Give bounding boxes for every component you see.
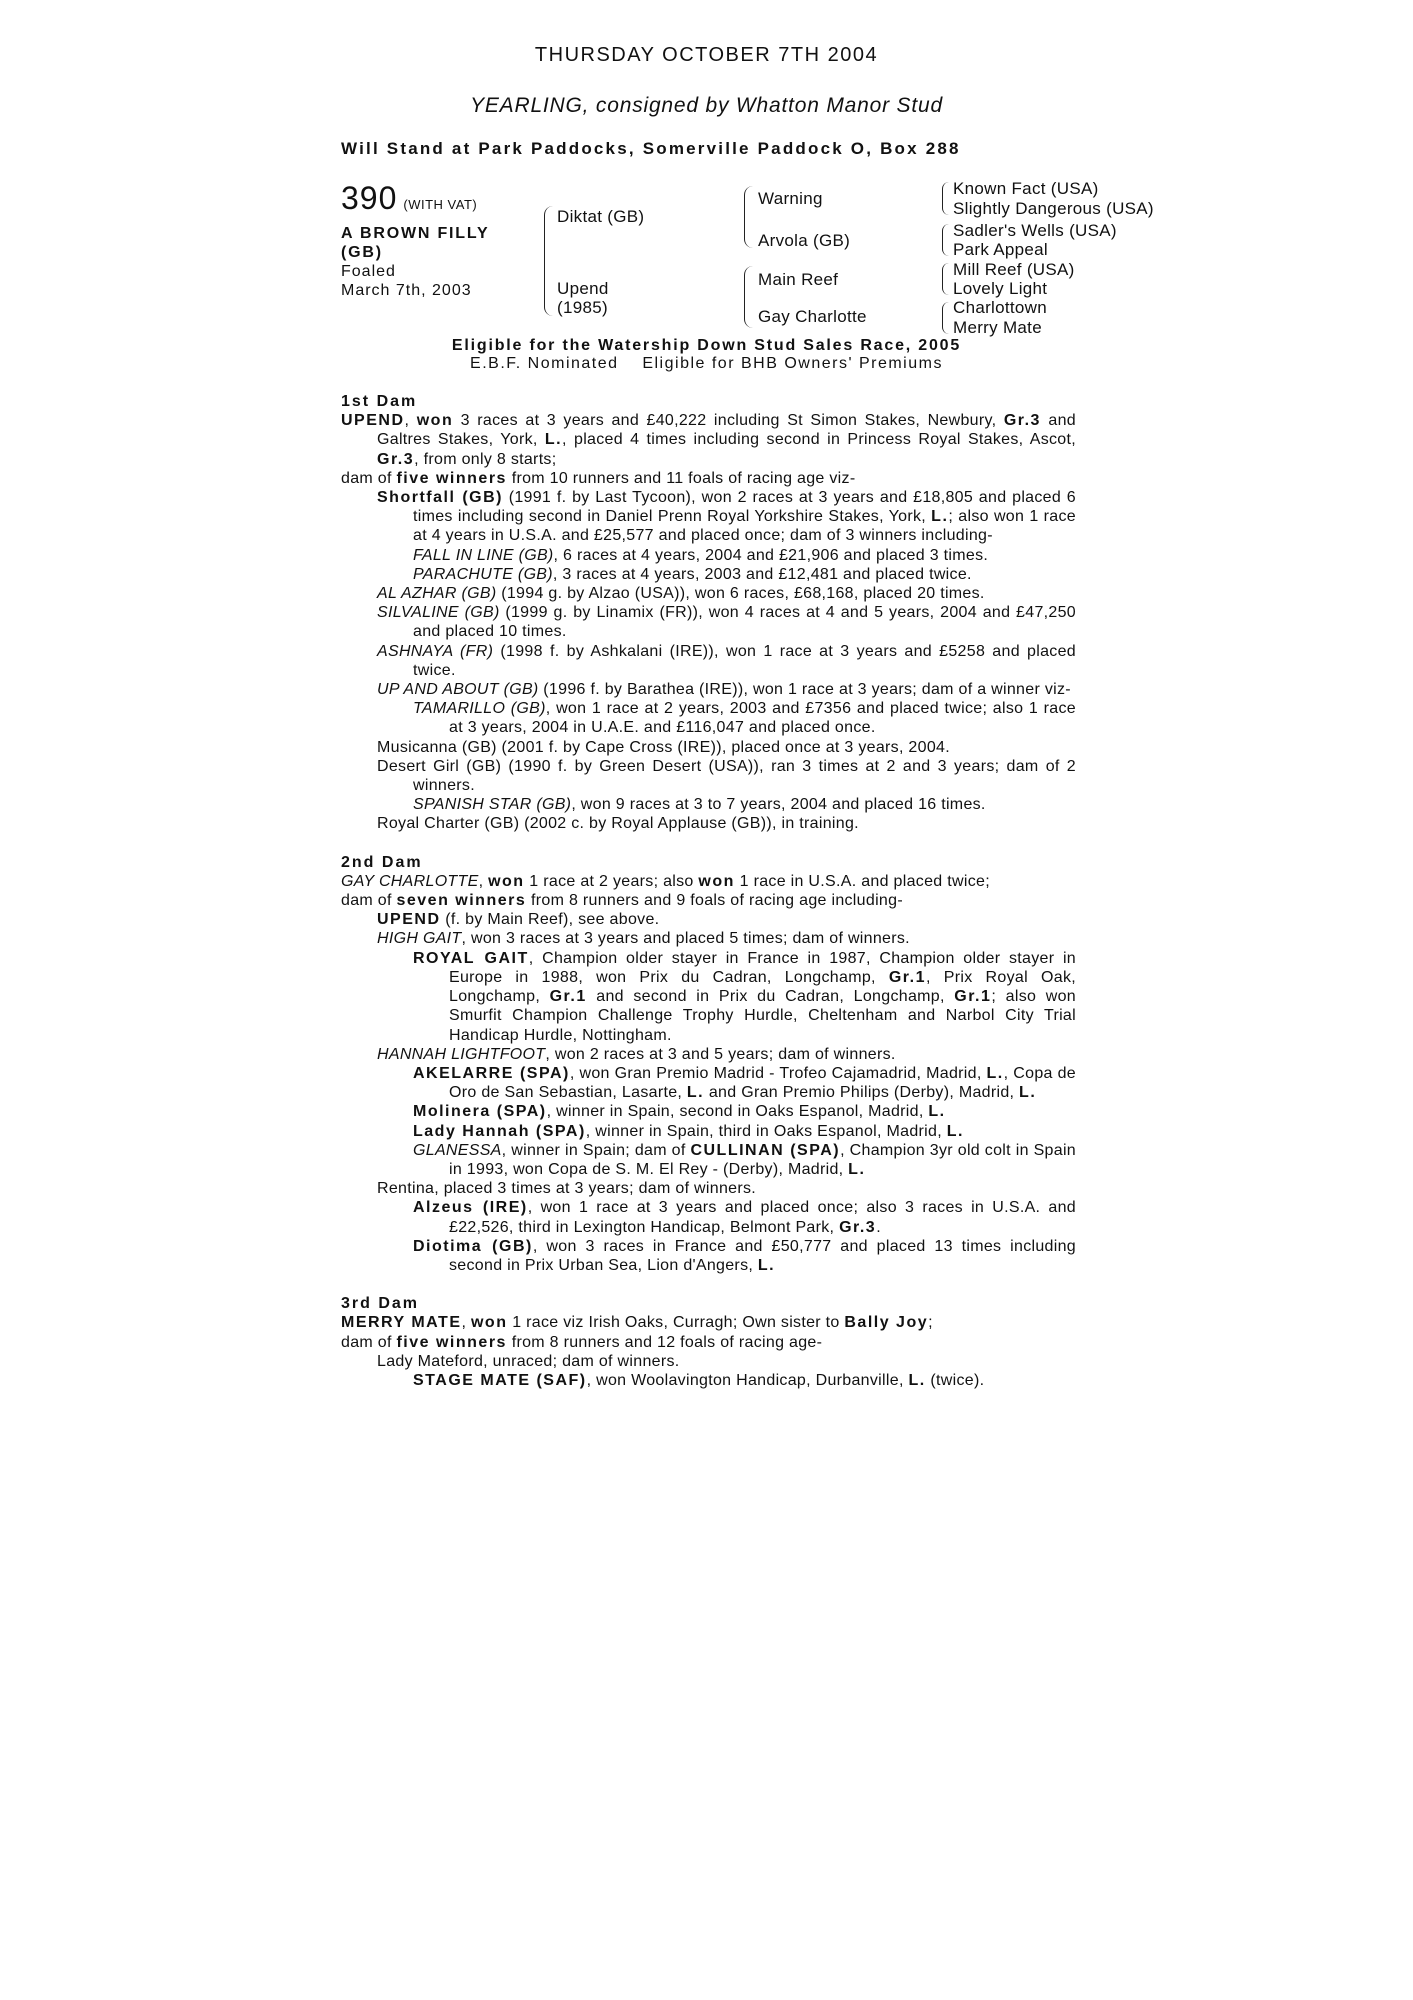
list-item: AL AZHAR (GB) (1994 g. by Alzao (USA)), won 6 races, £68,168, placed 20 times. [377, 585, 985, 603]
sire-dam-bracket [544, 206, 553, 316]
grandsire-2: Slightly Dangerous (USA) [953, 199, 1154, 218]
list-item: Musicanna (GB) (2001 f. by Cape Cross (IRE)), placed once at 3 years, 2004. [377, 738, 950, 756]
list-item: Shortfall (GB) (1991 f. by Last Tycoon), won 2 races at 3 years and £18,805 and placed 6 times including second in Daniel Prenn Royal Yorkshire Stakes, York, L.; also won 1 race at 4 years in U.S.A. and £25,577 and placed once; dam of 3 winners including- [377, 489, 1076, 545]
list-item: AKELARRE (SPA), won Gran Premio Madrid - Trofeo Cajamadrid, Madrid, L., Copa de Oro de San Sebastian, Lasarte, L. and Gran Premio Philips (Derby), Madrid, L. [413, 1064, 1077, 1102]
sire-dam: Arvola (GB) [758, 231, 851, 250]
grandsire-5: Mill Reef (USA) [953, 260, 1075, 279]
sales-race-eligibility: Eligible for the Watership Down Stud Sales Race, 2005 [451, 337, 962, 354]
ebf-eligibility: E.B.F. Nominated Eligible for BHB Owners' Premiums [470, 355, 943, 372]
list-item: FALL IN LINE (GB), 6 races at 4 years, 2004 and £21,906 and placed 3 times. [413, 546, 989, 564]
dam-dam: Gay Charlotte [758, 307, 867, 326]
second-dam-heading: 2nd Dam [341, 853, 423, 871]
sire-name: Diktat (GB) [557, 207, 645, 226]
third-dam-produce: dam of five winners from 8 runners and 12 foals of racing age- [341, 1333, 823, 1351]
list-item: UPEND (f. by Main Reef), see above. [377, 911, 660, 929]
list-item: GLANESSA, winner in Spain; dam of CULLINAN (SPA), Champion 3yr old colt in Spain in 1993, won Copa de S. M. El Rey - (Derby), Madrid, L. [413, 1141, 1077, 1178]
first-dam-record: UPEND, won 3 races at 3 years and £40,222 including St Simon Stakes, Newbury, Gr.3 and Galtres Stakes, York, L., placed 4 times including second in Princess Royal Stakes, Ascot, Gr.3, from only 8 starts; [341, 412, 1076, 468]
foaled-date: March 7th, 2003 [341, 282, 472, 299]
lot-heading [341, 180, 477, 217]
list-item: SILVALINE (GB) (1999 g. by Linamix (FR)), won 4 races at 4 and 5 years, 2004 and £47,250 and placed 10 times. [377, 604, 1076, 641]
sire-sire: Warning [758, 189, 823, 208]
third-dam-record: MERRY MATE, won 1 race viz Irish Oaks, Curragh; Own sister to Bally Joy; [341, 1314, 933, 1332]
list-item: Molinera (SPA), winner in Spain, second in Oaks Espanol, Madrid, L. [413, 1103, 946, 1121]
grandsire-1: Known Fact (USA) [953, 179, 1099, 198]
list-item: Rentina, placed 3 times at 3 years; dam of winners. [377, 1180, 757, 1198]
list-item: PARACHUTE (GB), 3 races at 4 years, 2003 and £12,481 and placed twice. [413, 565, 972, 583]
list-item: ROYAL GAIT, Champion older stayer in France in 1987, Champion older stayer in Europe in 1988, won Prix du Cadran, Longchamp, Gr.1, Prix Royal Oak, Longchamp, Gr.1 and second in Prix du Cadran, Longchamp, Gr.1; also won Smurfit Champion Challenge Trophy Hurdle, Cheltenham and Narbol City Trial Handicap Hurdle, Nottingham. [413, 949, 1076, 1044]
grandsire-6: Lovely Light [953, 279, 1048, 298]
list-item: TAMARILLO (GB), won 1 race at 2 years, 2003 and £7356 and placed twice; also 1 race at 3 years, 2004 in U.A.E. and £116,047 and placed once. [413, 700, 1076, 737]
list-item: Alzeus (IRE), won 1 race at 3 years and placed once; also 3 races in U.S.A. and £22,526, third in Lexington Handicap, Belmont Park, Gr.3. [413, 1199, 1076, 1236]
horse-details [341, 224, 506, 300]
list-item: Desert Girl (GB) (1990 f. by Green Desert (USA)), ran 3 times at 2 and 3 years; dam of 2 winners. [377, 757, 1076, 795]
g-bracket-1 [942, 182, 949, 215]
list-item: Lady Hannah (SPA), winner in Spain, third in Oaks Espanol, Madrid, L. [413, 1122, 964, 1140]
horse-description: A BROWN FILLY (GB) [341, 225, 490, 261]
dam-sire: Main Reef [758, 270, 839, 289]
sire-parents-bracket [744, 186, 753, 248]
consignment-line: YEARLING, consigned by Whatton Manor Stud [470, 94, 943, 117]
list-item: HANNAH LIGHTFOOT, won 2 races at 3 and 5 years; dam of winners. [377, 1045, 896, 1063]
produce-record [341, 392, 1076, 1390]
dam-parents-bracket [744, 266, 753, 328]
second-dam-record: GAY CHARLOTTE, won 1 race at 2 years; also won 1 race in U.S.A. and placed twice; [341, 872, 990, 890]
list-item: ASHNAYA (FR) (1998 f. by Ashkalani (IRE)), won 1 race at 3 years and £5258 and placed twice. [377, 642, 1076, 679]
first-dam-heading: 1st Dam [341, 393, 418, 410]
list-item: Lady Mateford, unraced; dam of winners. [377, 1352, 680, 1370]
third-dam-heading: 3rd Dam [341, 1295, 420, 1313]
g-bracket-3 [942, 263, 949, 295]
foaled-label: Foaled [341, 263, 396, 280]
sale-date: THURSDAY OCTOBER 7TH 2004 [534, 44, 879, 66]
lot-number: 390 [341, 180, 398, 216]
list-item: Royal Charter (GB) (2002 c. by Royal Applause (GB)), in training. [377, 815, 859, 833]
grandsire-7: Charlottown [953, 298, 1048, 317]
grandsire-3: Sadler's Wells (USA) [953, 221, 1117, 240]
list-item: UP AND ABOUT (GB) (1996 f. by Barathea (IRE)), won 1 race at 3 years; dam of a winner viz- [377, 681, 1071, 699]
list-item: HIGH GAIT, won 3 races at 3 years and placed 5 times; dam of winners. [377, 930, 910, 948]
list-item: STAGE MATE (SAF), won Woolavington Handicap, Durbanville, L. (twice). [413, 1371, 985, 1389]
dam-year: (1985) [557, 298, 608, 317]
second-dam-produce: dam of seven winners from 8 runners and 9 foals of racing age including- [341, 892, 903, 910]
grandsire-8: Merry Mate [953, 318, 1042, 337]
grandsire-4: Park Appeal [953, 240, 1048, 259]
list-item: Diotima (GB), won 3 races in France and £50,777 and placed 13 times including second in Prix Urban Sea, Lion d'Angers, L. [413, 1237, 1077, 1274]
dam-name: Upend [557, 279, 609, 298]
vat-note: (WITH VAT) [403, 197, 478, 212]
g-bracket-4 [942, 302, 949, 334]
first-dam-produce: dam of five winners from 10 runners and 11 foals of racing age viz- [341, 469, 856, 487]
list-item: SPANISH STAR (GB), won 9 races at 3 to 7 years, 2004 and placed 16 times. [413, 796, 986, 814]
g-bracket-2 [942, 224, 949, 256]
stand-location: Will Stand at Park Paddocks, Somerville Paddock O, Box 288 [341, 139, 961, 158]
